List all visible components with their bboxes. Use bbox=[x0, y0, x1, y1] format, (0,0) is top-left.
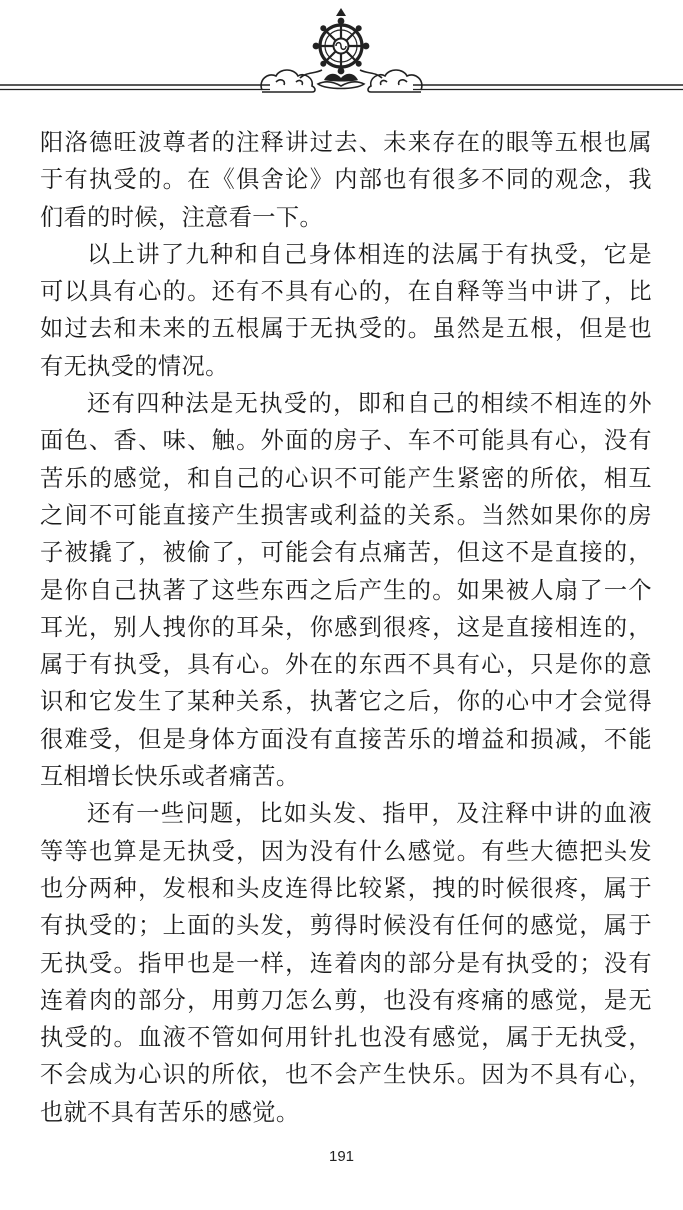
cloud-scroll-icon bbox=[261, 70, 315, 92]
paragraph: 还有四种法是无执受的，即和自己的相续不相连的外面色、香、味、触。外面的房子、车不可能具有心，没有苦乐的感觉，和自己的心识不可能产生紧密的所依，相互之间不可能直接产生损害或利益的关系。当然如果你的房子被撬了，被偷了，可能会有点痛苦，但这不是直接的，是你自己执著了这些东西之后产生的。如果被人扇了一个耳光，别人拽你的耳朵，你感到很疼，这是直接相连的，属于有执受，具有心。外在的东西不具有心，只是你的意识和它发生了某种关系，执著它之后，你的心中才会觉得很难受，但是身体方面没有直接苦乐的增益和损减，不能互相增长快乐或者痛苦。 bbox=[40, 390, 652, 791]
page-header bbox=[0, 0, 683, 112]
paragraph: 阳洛德旺波尊者的注释讲过去、未来存在的眼等五根也属于有执受的。在《俱舍论》内部也有很多不同的观念，我们看的时候，注意看一下。 bbox=[40, 129, 652, 231]
paragraph: 以上讲了九种和自己身体相连的法属于有执受，它是可以具有心的。还有不具有心的，在自释等当中讲了，比如过去和未来的五根属于无执受的。虽然是五根，但是也有无执受的情况。 bbox=[40, 240, 652, 380]
header-ornament bbox=[0, 0, 683, 112]
paragraph: 还有一些问题，比如头发、指甲，及注释中讲的血液等等也算是无执受，因为没有什么感觉。有些大德把头发也分两种，发根和头皮连得比较紧，拽的时候很疼，属于有执受的；上面的头发，剪得时候没有任何的感觉，属于无执受。指甲也是一样，连着肉的部分是有执受的；没有连着肉的部分，用剪刀怎么剪，也没有疼痛的感觉，是无执受的。血液不管如何用针扎也没有感觉，属于无执受，不会成为心识的所依，也不会产生快乐。因为不具有心，也就不具有苦乐的感觉。 bbox=[40, 800, 652, 1126]
body-text bbox=[40, 124, 652, 1131]
dharma-wheel-icon bbox=[300, 8, 382, 89]
cloud-scroll-icon bbox=[368, 70, 422, 92]
page-number: 191 bbox=[328, 1148, 355, 1165]
